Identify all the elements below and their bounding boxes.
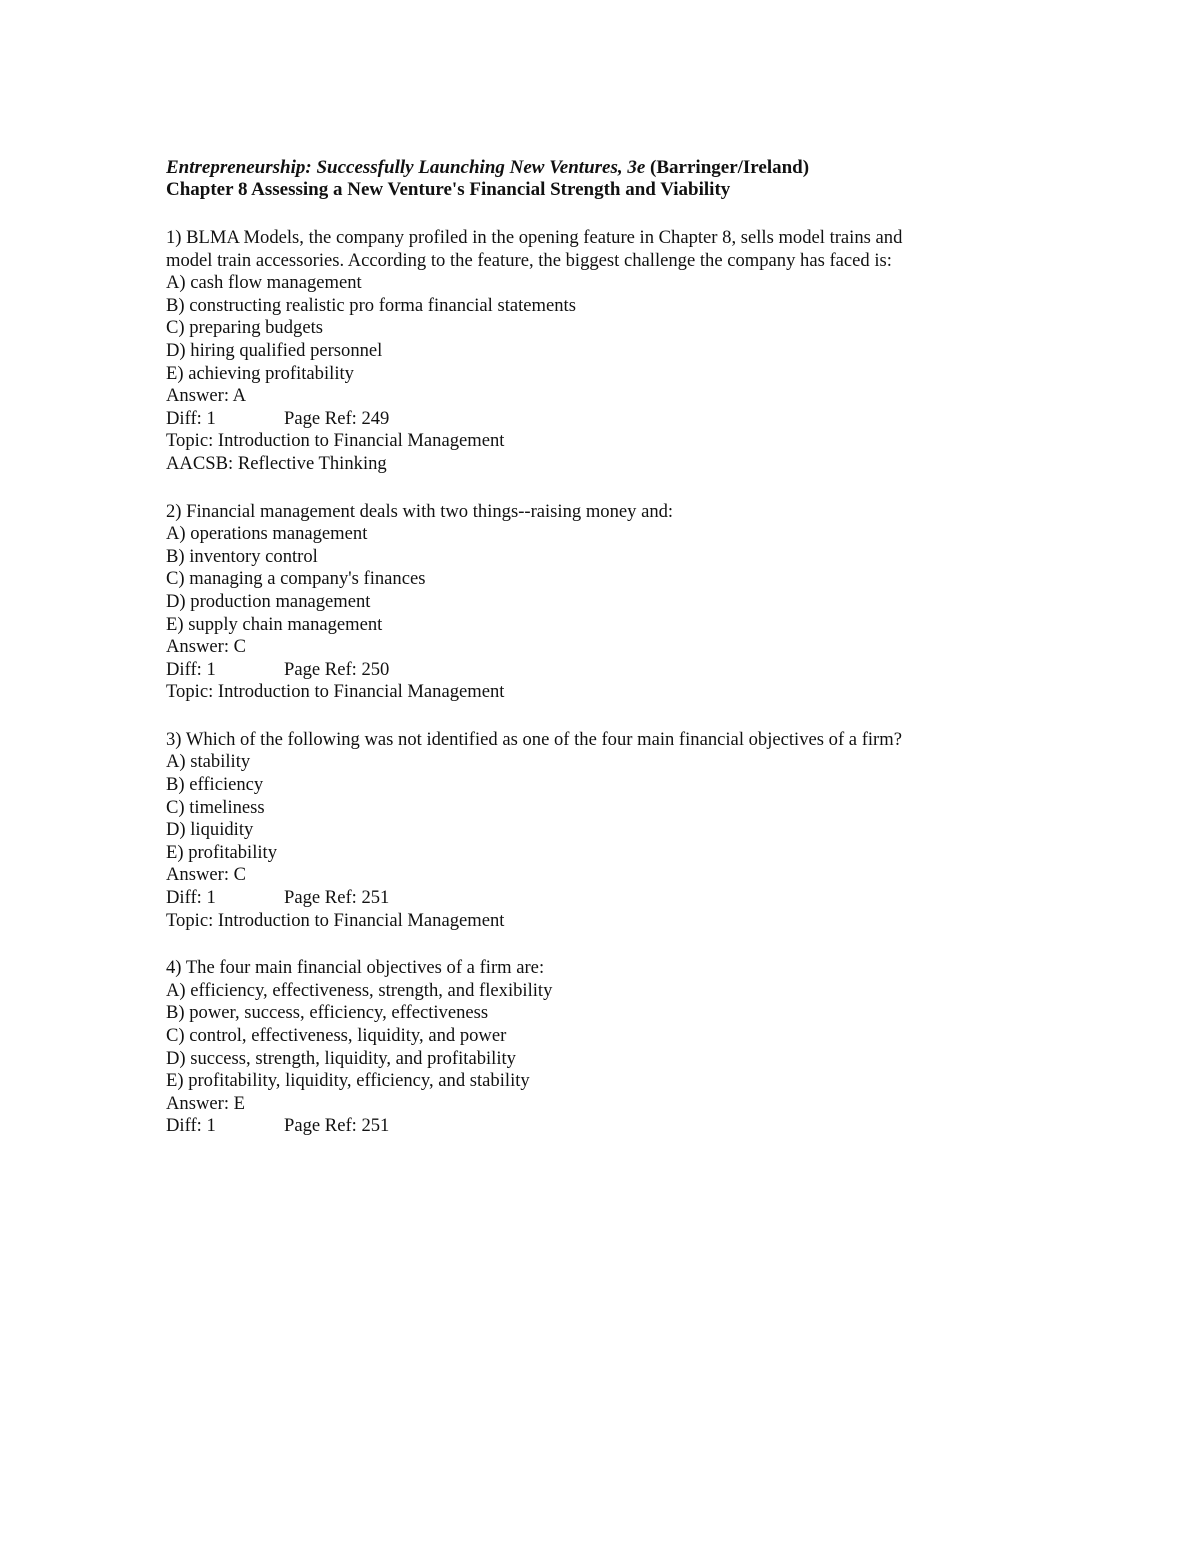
difficulty: Diff: 1 [166, 658, 216, 680]
option-d: D) liquidity [166, 819, 254, 841]
question-stem [166, 957, 926, 980]
option-d: D) success, strength, liquidity, and profitability [166, 1047, 516, 1069]
page-reference: Page Ref: 250 [284, 658, 390, 680]
book-title-line [166, 157, 926, 179]
question-stem [166, 227, 926, 272]
difficulty-row [166, 659, 926, 682]
book-title: Entrepreneurship: Successfully Launching New Ventures, 3e [166, 157, 646, 178]
option-c: C) control, effectiveness, liquidity, and power [166, 1025, 507, 1046]
option-b: B) constructing realistic pro forma financial statements [166, 294, 576, 316]
question-number: 2) [166, 500, 182, 522]
option-b: B) power, success, efficiency, effectiveness [166, 1002, 489, 1024]
page-reference: Page Ref: 251 [284, 1115, 390, 1137]
question-2 [166, 501, 926, 704]
option-c: C) preparing budgets [166, 317, 323, 339]
page-reference: Page Ref: 251 [284, 887, 390, 909]
question-text: The four main financial objectives of a firm are: [185, 957, 545, 979]
option-d: D) hiring qualified personnel [166, 339, 383, 361]
document-page [166, 157, 926, 1173]
option-a: A) operations management [166, 523, 368, 545]
option-a: A) cash flow management [166, 272, 362, 294]
question-stem [166, 729, 926, 752]
page-reference: Page Ref: 249 [284, 407, 390, 429]
question-number: 4) [166, 957, 182, 979]
document-header [166, 157, 926, 201]
answer: Answer: C [166, 636, 247, 658]
question-4 [166, 957, 926, 1138]
difficulty-row [166, 887, 926, 910]
answer: Answer: A [166, 385, 247, 407]
question-number: 1) [166, 227, 182, 248]
option-c: C) timeliness [166, 796, 265, 818]
option-e: E) profitability [166, 841, 278, 863]
question-text: Financial management deals with two things--raising money and: [186, 500, 674, 522]
difficulty-row [166, 408, 926, 431]
answer: Answer: E [166, 1092, 246, 1114]
option-a: A) stability [166, 751, 251, 773]
option-b: B) efficiency [166, 774, 264, 796]
option-c: C) managing a company's finances [166, 568, 426, 590]
answer: Answer: C [166, 864, 247, 886]
option-a: A) efficiency, effectiveness, strength, and flexibility [166, 979, 553, 1001]
book-authors: (Barringer/Ireland) [650, 157, 810, 178]
question-3 [166, 729, 926, 932]
difficulty: Diff: 1 [166, 407, 216, 429]
aacsb: AACSB: Reflective Thinking [166, 452, 387, 474]
chapter-title: Chapter 8 Assessing a New Venture's Financial Strength and Viability [166, 179, 731, 200]
option-b: B) inventory control [166, 545, 318, 567]
option-d: D) production management [166, 590, 371, 612]
topic: Topic: Introduction to Financial Management [166, 430, 505, 452]
question-stem [166, 501, 926, 524]
option-e: E) profitability, liquidity, efficiency, and stability [166, 1070, 530, 1092]
topic: Topic: Introduction to Financial Management [166, 909, 505, 931]
option-e: E) supply chain management [166, 613, 383, 635]
question-text: BLMA Models, the company profiled in the opening feature in Chapter 8, sells model trains and model train accessories. According to the feature, the biggest challenge the company has faced is: [166, 227, 903, 271]
difficulty: Diff: 1 [166, 887, 216, 909]
question-number: 3) [166, 728, 182, 750]
difficulty-row [166, 1115, 926, 1138]
topic: Topic: Introduction to Financial Management [166, 681, 505, 703]
option-e: E) achieving profitability [166, 362, 354, 384]
question-1 [166, 227, 926, 476]
difficulty: Diff: 1 [166, 1115, 216, 1137]
question-text: Which of the following was not identified as one of the four main financial objectives of a firm? [185, 728, 902, 750]
